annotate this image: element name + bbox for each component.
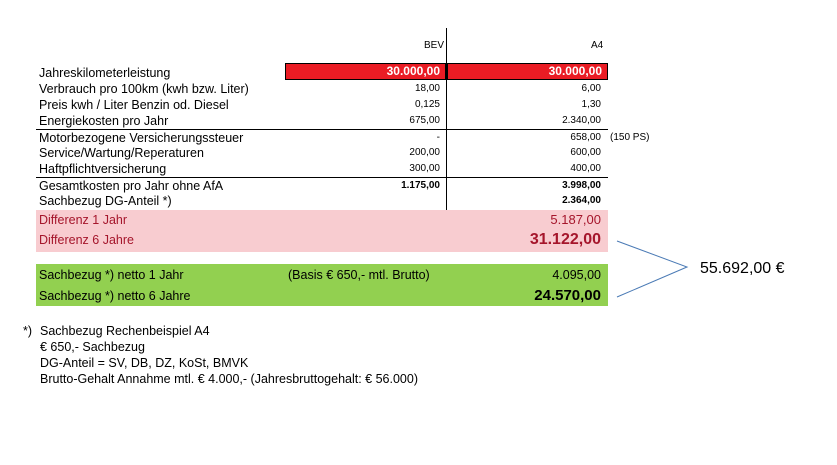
- total-sum: 55.692,00 €: [700, 260, 785, 277]
- km-a4-highlight: 30.000,00: [447, 63, 608, 80]
- sachbezug-row-1: [36, 264, 608, 285]
- row-label: Gesamtkosten pro Jahr ohne AfA: [39, 179, 224, 193]
- sachbezug-value: 24.570,00: [534, 287, 601, 304]
- row-a4-value: 658,00: [570, 132, 601, 143]
- table-row: [36, 193, 608, 209]
- row-bev-value: 18,00: [414, 83, 440, 94]
- row-label: Preis kwh / Liter Benzin od. Diesel: [39, 98, 229, 112]
- difference-row-1: [36, 210, 608, 230]
- table-row: [36, 129, 650, 146]
- row-label: Service/Wartung/Reperaturen: [39, 146, 204, 160]
- row-bev-value: 1.175,00: [401, 180, 440, 191]
- sachbezug-label: Sachbezug *) netto 6 Jahre: [39, 289, 191, 303]
- row-a4-value: 6,00: [581, 83, 601, 94]
- row-bev-value: -: [436, 132, 440, 143]
- row-a4-value: 1,30: [581, 99, 601, 110]
- row-label: Energiekosten pro Jahr: [39, 114, 169, 128]
- row-label: Verbrauch pro 100km (kwh bzw. Liter): [39, 82, 249, 96]
- table-row: [36, 145, 608, 161]
- table-row: [36, 161, 608, 177]
- footnote-line: Brutto-Gehalt Annahme mtl. € 4.000,- (Jahresbruttogehalt: € 56.000): [40, 372, 418, 386]
- row-a4-value: 600,00: [570, 147, 601, 158]
- row-bev-value: 675,00: [409, 115, 440, 126]
- connector-bracket: [600, 230, 700, 305]
- row-a4-value: 2.364,00: [562, 195, 601, 206]
- header-bev: BEV: [424, 40, 445, 51]
- row-a4-value: 400,00: [570, 163, 601, 174]
- row-label: Jahreskilometerleistung: [39, 66, 171, 80]
- table-row: [36, 97, 608, 113]
- row-note: (150 PS): [610, 132, 650, 143]
- sachbezug-value: 4.095,00: [552, 268, 601, 282]
- footnote-line: DG-Anteil = SV, DB, DZ, KoSt, BMVK: [40, 356, 249, 370]
- row-a4-value: 3.998,00: [562, 180, 601, 191]
- km-bev-highlight: 30.000,00: [285, 63, 446, 80]
- difference-value: 5.187,00: [550, 212, 601, 227]
- sachbezug-basis: (Basis € 650,- mtl. Brutto): [288, 268, 430, 282]
- difference-label: Differenz 6 Jahre: [39, 233, 134, 247]
- sachbezug-label: Sachbezug *) netto 1 Jahr: [39, 268, 184, 282]
- table-row: [36, 113, 608, 129]
- table-row: [36, 177, 608, 194]
- row-label: Sachbezug DG-Anteil *): [39, 194, 172, 208]
- difference-label: Differenz 1 Jahr: [39, 213, 128, 227]
- footnote-line: Sachbezug Rechenbeispiel A4: [40, 324, 210, 338]
- table-row: [36, 65, 608, 81]
- row-bev-value: 200,00: [409, 147, 440, 158]
- footnote-line: € 650,- Sachbezug: [40, 340, 145, 354]
- row-label: Motorbezogene Versicherungssteuer: [39, 131, 244, 145]
- difference-row-6: [36, 230, 608, 252]
- difference-value: 31.122,00: [529, 231, 601, 248]
- footnote-marker: *): [23, 324, 33, 338]
- row-a4-value: 2.340,00: [562, 115, 601, 126]
- row-bev-value: 300,00: [409, 163, 440, 174]
- connector-line: [617, 241, 687, 297]
- row-bev-value: 0,125: [414, 99, 440, 110]
- sachbezug-row-6: [36, 285, 608, 306]
- header-a4: A4: [591, 40, 604, 51]
- row-label: Haftpflichtversicherung: [39, 162, 167, 176]
- table-row: [36, 81, 608, 97]
